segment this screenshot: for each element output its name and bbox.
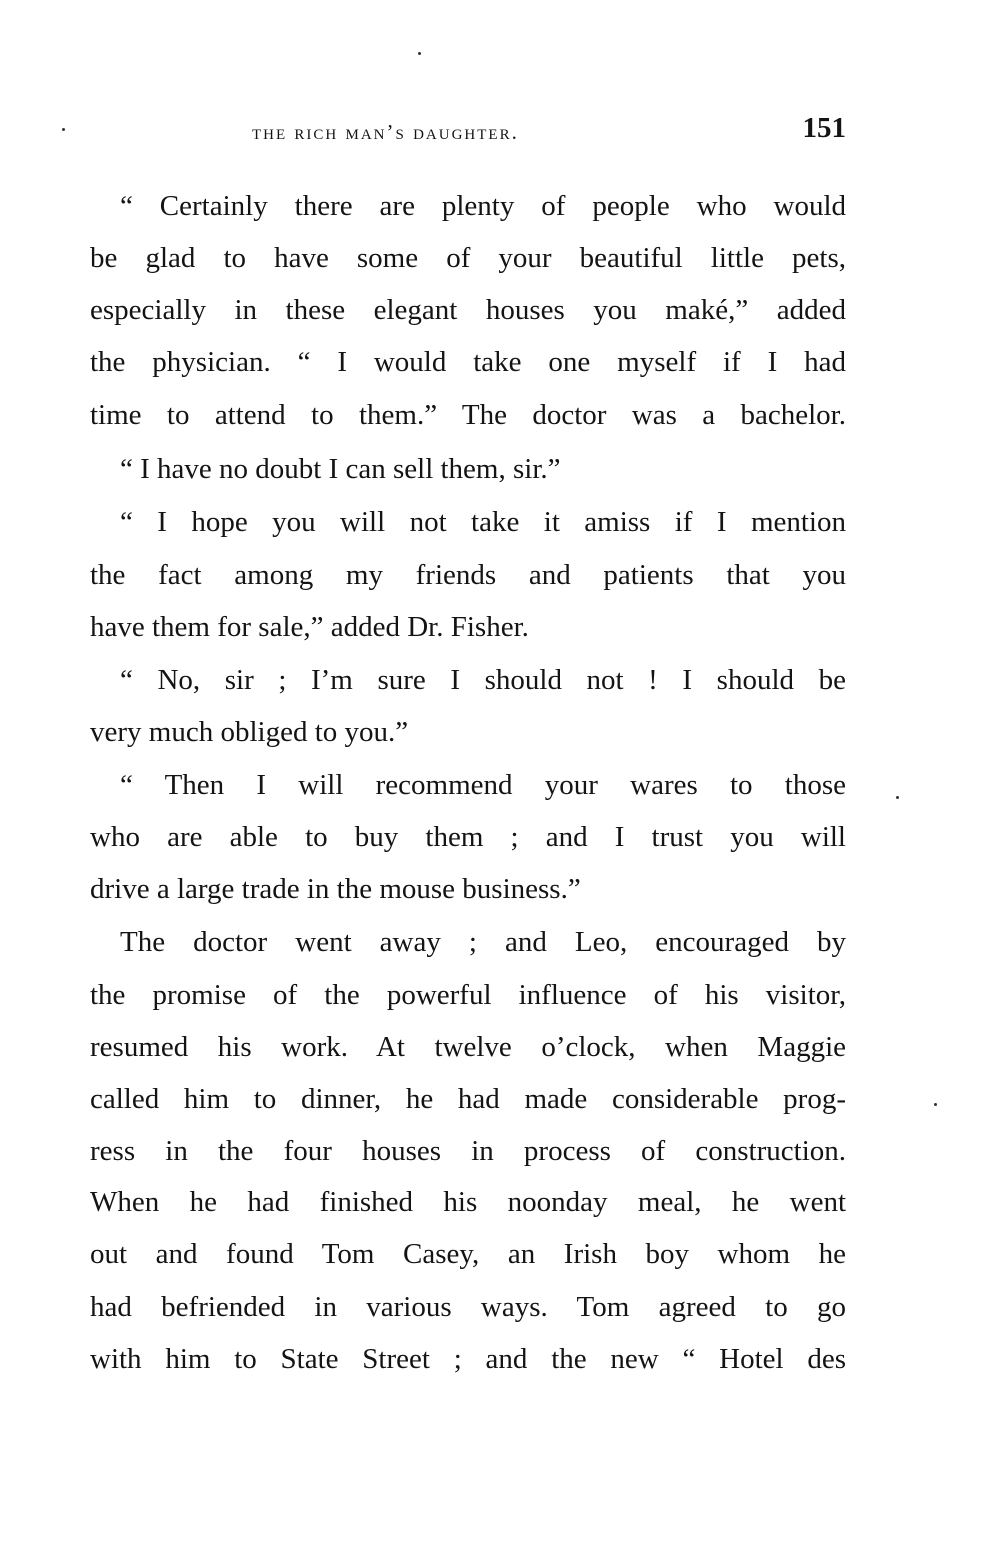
text-line: “ Certainly there are plenty of people who would bbox=[120, 190, 846, 222]
text-line: who are able to buy them ; and I trust you will bbox=[90, 821, 846, 853]
ink-speck bbox=[934, 1103, 937, 1106]
ink-speck bbox=[418, 52, 421, 55]
text-line: The doctor went away ; and Leo, encouraged by bbox=[120, 926, 846, 958]
ink-speck bbox=[62, 128, 65, 131]
text-line: especially in these elegant houses you maké,” added bbox=[90, 294, 846, 326]
text-line: resumed his work. At twelve o’clock, when Maggie bbox=[90, 1031, 846, 1063]
ink-speck bbox=[896, 796, 899, 799]
text-line: be glad to have some of your beautiful little pets, bbox=[90, 242, 846, 274]
text-line: very much obliged to you.” bbox=[90, 716, 409, 748]
text-line: When he had finished his noonday meal, he went bbox=[90, 1186, 846, 1218]
text-line: have them for sale,” added Dr. Fisher. bbox=[90, 611, 529, 643]
text-line: had befriended in various ways. Tom agreed to go bbox=[90, 1291, 846, 1323]
text-line: the promise of the powerful influence of his visitor, bbox=[90, 979, 846, 1011]
text-line: with him to State Street ; and the new “ Hotel des bbox=[90, 1343, 846, 1375]
text-line: out and found Tom Casey, an Irish boy whom he bbox=[90, 1238, 846, 1270]
text-line: the fact among my friends and patients that you bbox=[90, 559, 846, 591]
text-line: ress in the four houses in process of construction. bbox=[90, 1135, 846, 1167]
text-line: “ Then I will recommend your wares to those bbox=[120, 769, 846, 801]
text-line: time to attend to them.” The doctor was a bachelor. bbox=[90, 399, 846, 431]
running-header bbox=[90, 112, 846, 152]
text-line: called him to dinner, he had made considerable prog- bbox=[90, 1083, 846, 1115]
text-line: the physician. “ I would take one myself if I had bbox=[90, 346, 846, 378]
text-line: “ I have no doubt I can sell them, sir.” bbox=[120, 453, 561, 485]
text-line: drive a large trade in the mouse business.” bbox=[90, 873, 581, 905]
text-line: “ No, sir ; I’m sure I should not ! I should be bbox=[120, 664, 846, 696]
text-line: “ I hope you will not take it amiss if I mention bbox=[120, 506, 846, 538]
running-title: the rich man’s daughter. bbox=[252, 120, 519, 144]
page-number: 151 bbox=[802, 112, 846, 144]
